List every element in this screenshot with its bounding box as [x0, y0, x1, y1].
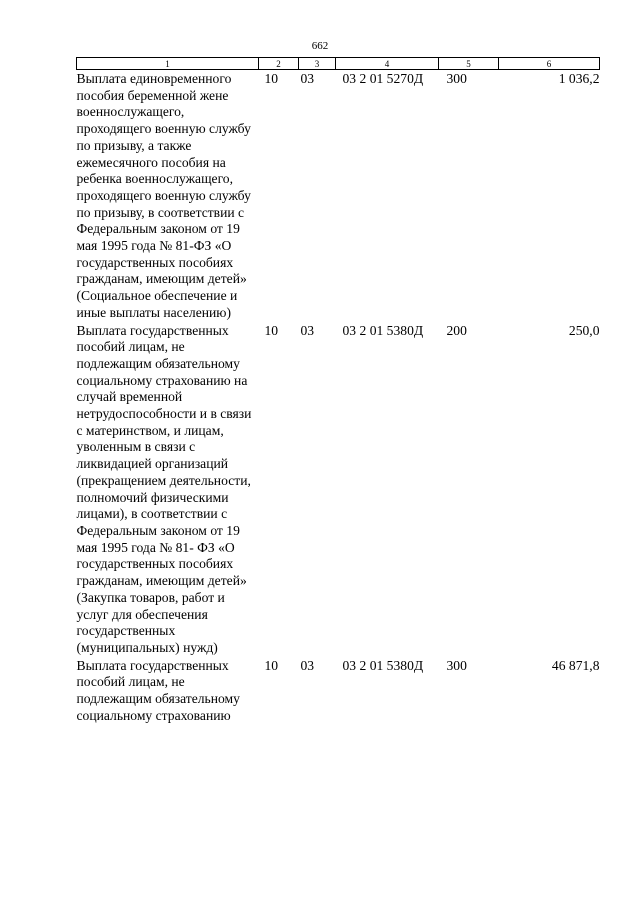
row-target-code: 03 2 01 5380Д — [342, 322, 424, 338]
page-number: 662 — [311, 40, 329, 52]
row-description: Выплата государственных пособий лицам, не подлежащим обязательному социальному страхованию — [76, 657, 240, 723]
header-row — [77, 58, 600, 70]
table-row — [77, 70, 600, 322]
table-row — [77, 322, 600, 657]
row-section: 10 — [264, 657, 279, 673]
column-header-4: 4 — [336, 58, 439, 70]
row-section: 10 — [264, 71, 279, 86]
row-amount: 250,0 — [568, 322, 600, 338]
column-header-1: 1 — [77, 58, 259, 70]
column-header-5: 5 — [439, 58, 499, 70]
column-header-3: 3 — [299, 58, 336, 70]
row-description: Выплата единовременного пособия беременной жене военнослужащего, проходящего военную службу по призыву, а также ежемесячного пособия на ребенка военнослужащего, проходящего военную службу по призыву, в соответствии с Федеральным законом от 19 мая 1995 года № 81-ФЗ «О государственных пособиях гражданам, имеющим детей» (Социальное обеспечение и иные выплаты населению) — [76, 71, 251, 320]
row-target-code: 03 2 01 5270Д — [342, 71, 424, 86]
row-subsection: 03 — [300, 71, 315, 86]
row-target-code: 03 2 01 5380Д — [342, 657, 424, 673]
row-subsection: 03 — [300, 657, 315, 673]
row-expense-type: 200 — [446, 322, 467, 338]
row-subsection: 03 — [300, 322, 315, 338]
row-amount: 46 871,8 — [551, 657, 600, 673]
column-header-2: 2 — [259, 58, 299, 70]
row-expense-type: 300 — [446, 657, 467, 673]
table-row — [77, 657, 600, 725]
row-section: 10 — [264, 322, 279, 338]
row-amount: 1 036,2 — [558, 71, 600, 86]
column-header-6: 6 — [499, 58, 600, 70]
row-description: Выплата государственных пособий лицам, не подлежащим обязательному социальному страхованию на случай временной нетрудоспособности и в связи с материнством, и лицам, уволенным в связи с ликвидацией организаций (прекращением деятельности, полномочий физическими лицами), в соответствии с Федеральным законом от 19 мая 1995 года № 81- ФЗ «О государственных пособиях гражданам, имеющим детей» (Закупка товаров, работ и услуг для обеспечения государственных (муниципальных) нужд) — [76, 322, 252, 655]
row-expense-type: 300 — [446, 71, 467, 86]
budget-table — [76, 57, 600, 724]
